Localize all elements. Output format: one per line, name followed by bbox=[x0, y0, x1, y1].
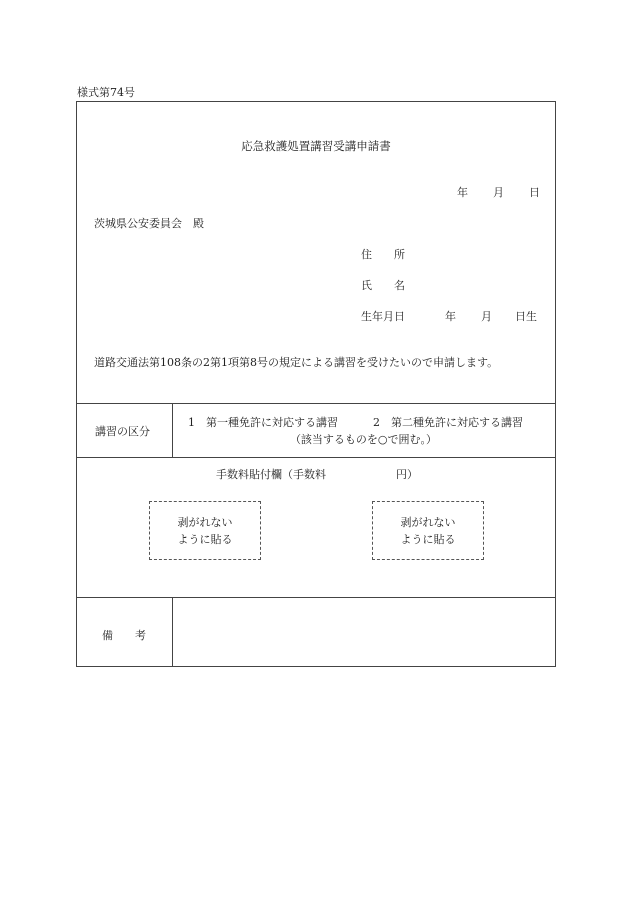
remarks-label: 備 考 bbox=[102, 629, 146, 642]
category-option-2: 2 第二種免許に対応する講習 bbox=[373, 416, 523, 429]
stamp-instruction-line2: ように貼る bbox=[400, 532, 456, 546]
revenue-stamp-area bbox=[372, 501, 484, 560]
application-statement: 道路交通法第108条の2第1項第8号の規定による講習を受けたいので申請します。 bbox=[94, 356, 499, 369]
birth-year-label: 年 bbox=[445, 310, 456, 323]
date-month-label: 月 bbox=[493, 186, 504, 199]
stamp-instruction-line1: 剥がれない bbox=[400, 515, 456, 529]
birth-day-label: 日生 bbox=[515, 310, 537, 323]
stamp-instruction-line2: ように貼る bbox=[177, 532, 233, 546]
fee-label: 手数料貼付欄（手数料 bbox=[216, 468, 326, 481]
category-label: 講習の区分 bbox=[95, 425, 150, 438]
category-option-1: 1 第一種免許に対応する講習 bbox=[188, 416, 338, 429]
date-year-label: 年 bbox=[457, 186, 468, 199]
divider-remarks-column bbox=[172, 597, 173, 667]
birthdate-label: 生年月日 bbox=[361, 310, 405, 323]
divider-category-top bbox=[77, 403, 555, 404]
address-label: 住 所 bbox=[361, 248, 405, 261]
date-day-label: 日 bbox=[529, 186, 540, 199]
addressee: 茨城県公安委員会 殿 bbox=[94, 217, 204, 230]
fee-unit: 円） bbox=[396, 468, 418, 481]
divider-fee-top bbox=[77, 457, 555, 458]
divider-category-column bbox=[172, 403, 173, 457]
stamp-instruction-line1: 剥がれない bbox=[177, 515, 233, 529]
revenue-stamp-area bbox=[149, 501, 261, 560]
form-title: 応急救護処置講習受講申請書 bbox=[241, 139, 391, 153]
name-label: 氏 名 bbox=[361, 279, 405, 292]
birth-month-label: 月 bbox=[481, 310, 492, 323]
divider-remarks-top bbox=[77, 597, 555, 598]
remarks-field[interactable] bbox=[174, 599, 554, 665]
form-number: 様式第74号 bbox=[77, 86, 135, 99]
category-note: （該当するものを○で囲む。） bbox=[289, 433, 438, 446]
application-form bbox=[76, 101, 556, 667]
